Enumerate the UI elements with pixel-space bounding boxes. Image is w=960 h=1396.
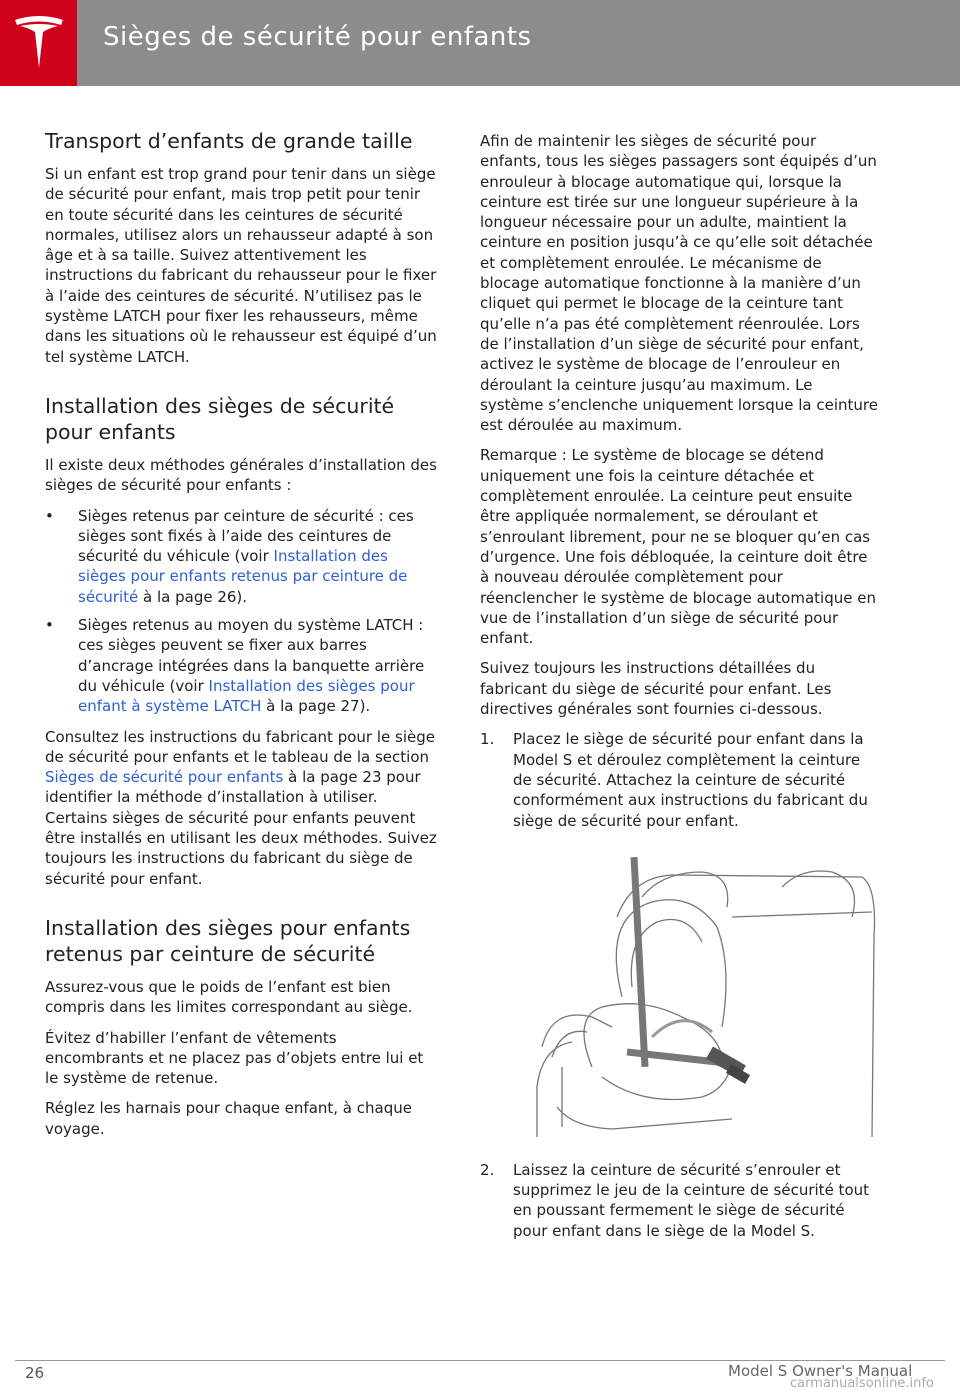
list-item [45,506,437,607]
list-item [480,1160,880,1241]
bullet: • [45,616,54,635]
paragraph-retractor: Afin de maintenir les sièges de sécurité pour enfants, tous les sièges passagers sont équipés d’un enrouleur à blocage automatique qui, lorsque la ceinture est tirée sur une longueur supérieure à la longueur nécessaire pour un adulte, maintient la ceinture en position jusqu’à ce qu’elle soit détachée et complètement enroulée. Le mécanisme de blocage automatique fonctionne à la manière d’un cliquet qui permet le blocage de la ceinture tant qu’elle n’a pas été complètement réenroulée. Lors de l’installation d’un siège de sécurité pour enfant, activez le système de blocage de l’enrouleur en déroulant la ceinture jusqu’au maximum. Le système s’enclenche uniquement lorsque la ceinture est déroulée au maximum. [480,132,878,435]
page-number: 26 [25,1364,45,1382]
methods-list [45,506,437,717]
bullet: • [45,506,54,525]
bullet-after: à la page 26). [138,587,248,606]
link-seatbelt-install[interactable]: Installation des sièges pour enfants retenus par ceinture de sécurité [78,547,408,606]
child-seat-illustration [532,857,877,1142]
page-header [0,0,960,86]
paragraph-note: Remarque : Le système de blocage se détend uniquement une fois la ceinture détachée et complètement enroulée. La ceinture peut ensuite être appliquée normalement, se déroulant et s’enroulant librement, pour ne se bloquer qu’en cas d’urgence. Une fois débloquée, la ceinture doit être à nouveau déroulée complètement pour réenclencher le système de blocage automatique en vue de l’installation d’un siège de sécurité pour enfant. [480,446,876,648]
step-number: 1. [480,730,495,749]
step-number: 2. [480,1160,495,1179]
paragraph-harness: Réglez les harnais pour chaque enfant, à chaque voyage. [45,1099,412,1138]
heading-seatbelt-seats: Installation des sièges pour enfants retenus par ceinture de sécurité [45,915,411,966]
paragraph-follow: Suivez toujours les instructions détaillées du fabricant du siège de sécurité pour enfant. Les directives générales sont fournies ci-dessous. [480,659,832,719]
bullet-text: Sièges retenus par ceinture de sécurité : ces sièges sont fixés à l’aide des ceintures de sécurité du véhicule (voir [78,506,414,566]
tesla-logo-icon [11,14,67,72]
heading-large-children: Transport d’enfants de grande taille [45,129,413,153]
steps-list [480,729,880,830]
footer-divider [15,1360,945,1361]
link-latch-install[interactable]: Installation des sièges pour enfant à système LATCH [78,676,415,716]
text: à la page 23 pour identifier la méthode d’installation à utiliser. Certains sièges de sécurité pour enfants peuvent être installés en utilisant les deux méthodes. Suivez toujours les instructions du fabricant du siège de sécurité pour enfant. [45,768,437,888]
header-title: Sièges de sécurité pour enfants [103,22,532,52]
list-item [480,729,880,830]
step-text: Laissez la ceinture de sécurité s’enrouler et supprimez le jeu de la ceinture de sécurité tout en poussant fermement le siège de sécurité pour enfant dans le siège de la Model S. [513,1160,870,1240]
paragraph-clothing: Évitez d’habiller l’enfant de vêtements encombrants et ne placez pas d’objets entre lui et le système de retenue. [45,1028,424,1088]
bullet-text: Sièges retenus au moyen du système LATCH : ces sièges peuvent se fixer aux barres d’ancrage intégrées dans la banquette arrière du véhicule (voir [78,616,425,695]
paragraph-large-children: Si un enfant est trop grand pour tenir dans un siège de sécurité pour enfant, mais trop petit pour tenir en toute sécurité dans les ceintures de sécurité normales, utilisez alors un rehausseur adapté à son âge et à sa taille. Suivez attentivement les instructions du fabricant du rehausseur pour le fixer à l’aide des ceintures de sécurité. N’utilisez pas le système LATCH pour fixer les rehausseurs, même dans les situations où le rehausseur est équipé d’un tel système LATCH. [45,165,437,366]
manual-title: Model S Owner's Manual [728,1362,913,1380]
text: Consultez les instructions du fabricant pour le siège de sécurité pour enfants et le tableau de la section [45,727,435,766]
paragraph-consult [45,727,437,889]
bullet-after: à la page 27). [261,697,371,716]
heading-installation: Installation des sièges de sécurité pour enfants [45,393,395,444]
step-text: Placez le siège de sécurité pour enfant dans la Model S et déroulez complètement la ceinture de sécurité. Attachez la ceinture de sécurité conformément aux instructions du fabricant du siège de sécurité pour enfant. [513,730,868,830]
left-column [45,128,437,1149]
list-item [45,615,437,716]
link-child-seats[interactable]: Sièges de sécurité pour enfants [45,768,284,787]
steps-list-continued [480,1160,880,1241]
watermark: carmanualsonline.info [790,1376,934,1391]
right-column [480,131,880,1251]
paragraph-methods: Il existe deux méthodes générales d’installation des sièges de sécurité pour enfants : [45,455,437,495]
paragraph-weight: Assurez-vous que le poids de l’enfant est bien compris dans les limites correspondant au siège. [45,977,413,1017]
logo-box [0,0,77,86]
